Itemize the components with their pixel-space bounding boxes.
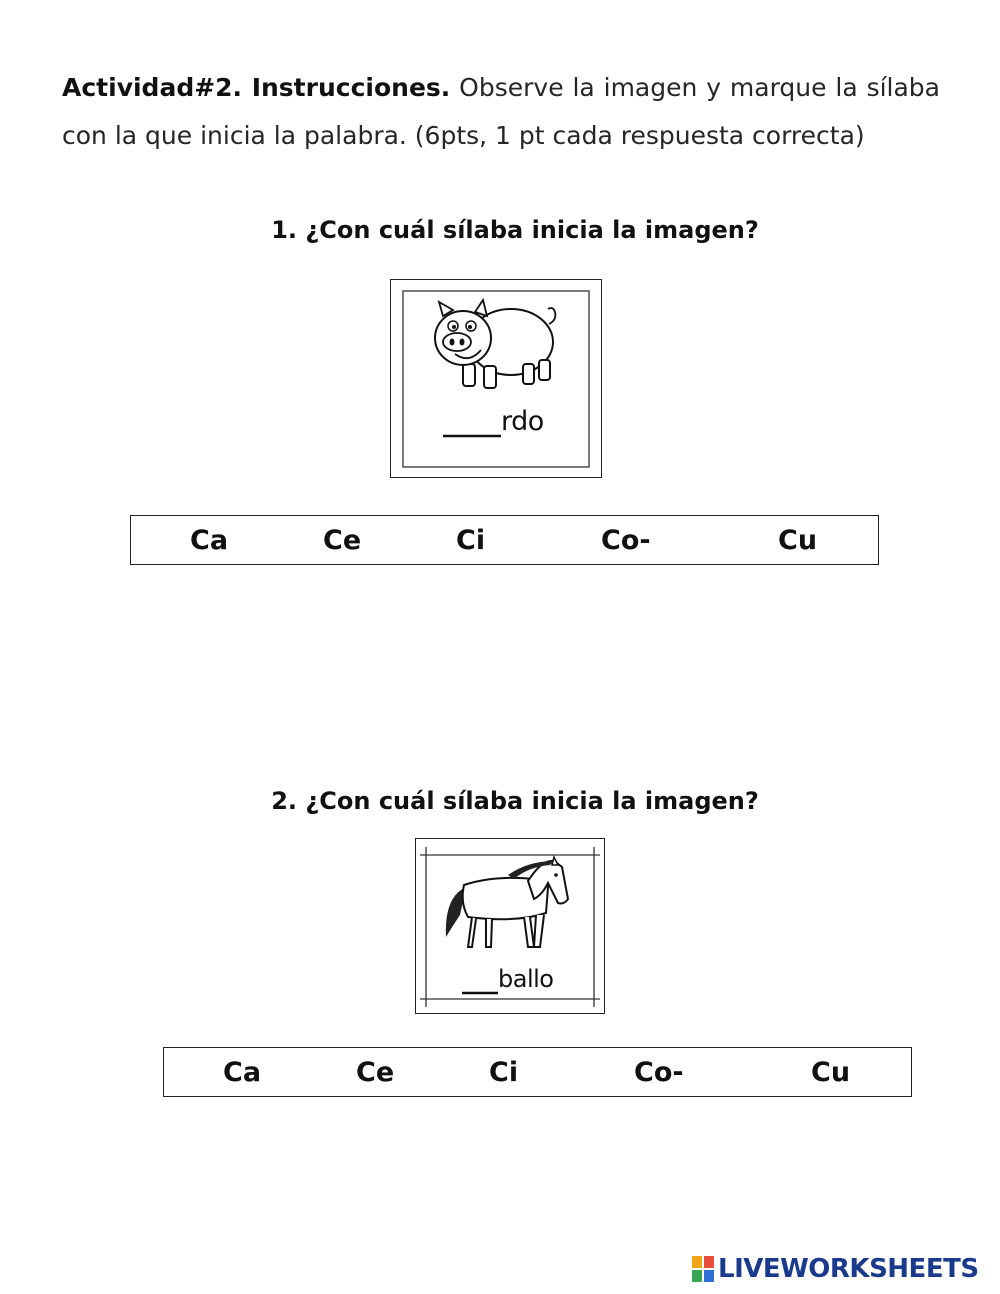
question-2-option-co[interactable]: Co- bbox=[634, 1057, 684, 1088]
brand-name: LIVEWORKSHEETS bbox=[718, 1254, 979, 1284]
pig-icon bbox=[391, 280, 603, 479]
instructions bbox=[62, 64, 940, 160]
question-1-title: 1. ¿Con cuál sílaba inicia la imagen? bbox=[271, 216, 759, 244]
question-2-options bbox=[163, 1047, 912, 1097]
question-1-option-ca[interactable]: Ca bbox=[190, 525, 229, 556]
question-1-option-ce[interactable]: Ce bbox=[323, 525, 362, 556]
question-1-option-ci[interactable]: Ci bbox=[456, 525, 486, 556]
liveworksheets-logo-icon bbox=[692, 1256, 714, 1282]
question-1-word-suffix: rdo bbox=[501, 406, 544, 437]
question-2-option-ce[interactable]: Ce bbox=[356, 1057, 395, 1088]
question-1-options bbox=[130, 515, 879, 565]
question-1-option-co[interactable]: Co- bbox=[601, 525, 651, 556]
instructions-label: Actividad#2. Instrucciones. bbox=[62, 73, 451, 102]
question-2-option-ci[interactable]: Ci bbox=[489, 1057, 519, 1088]
question-2-option-ca[interactable]: Ca bbox=[223, 1057, 262, 1088]
liveworksheets-brand bbox=[692, 1252, 979, 1286]
question-1-image bbox=[390, 279, 602, 478]
question-1-option-cu[interactable]: Cu bbox=[778, 525, 818, 556]
question-2-option-cu[interactable]: Cu bbox=[811, 1057, 851, 1088]
instructions-text: Observe la imagen y marque la sílaba con la que inicia la palabra. (6pts, 1 pt cada respuesta correcta) bbox=[62, 73, 940, 150]
question-2-word-suffix: ballo bbox=[498, 965, 554, 993]
question-2-image bbox=[415, 838, 605, 1014]
question-2-title: 2. ¿Con cuál sílaba inicia la imagen? bbox=[271, 787, 759, 815]
